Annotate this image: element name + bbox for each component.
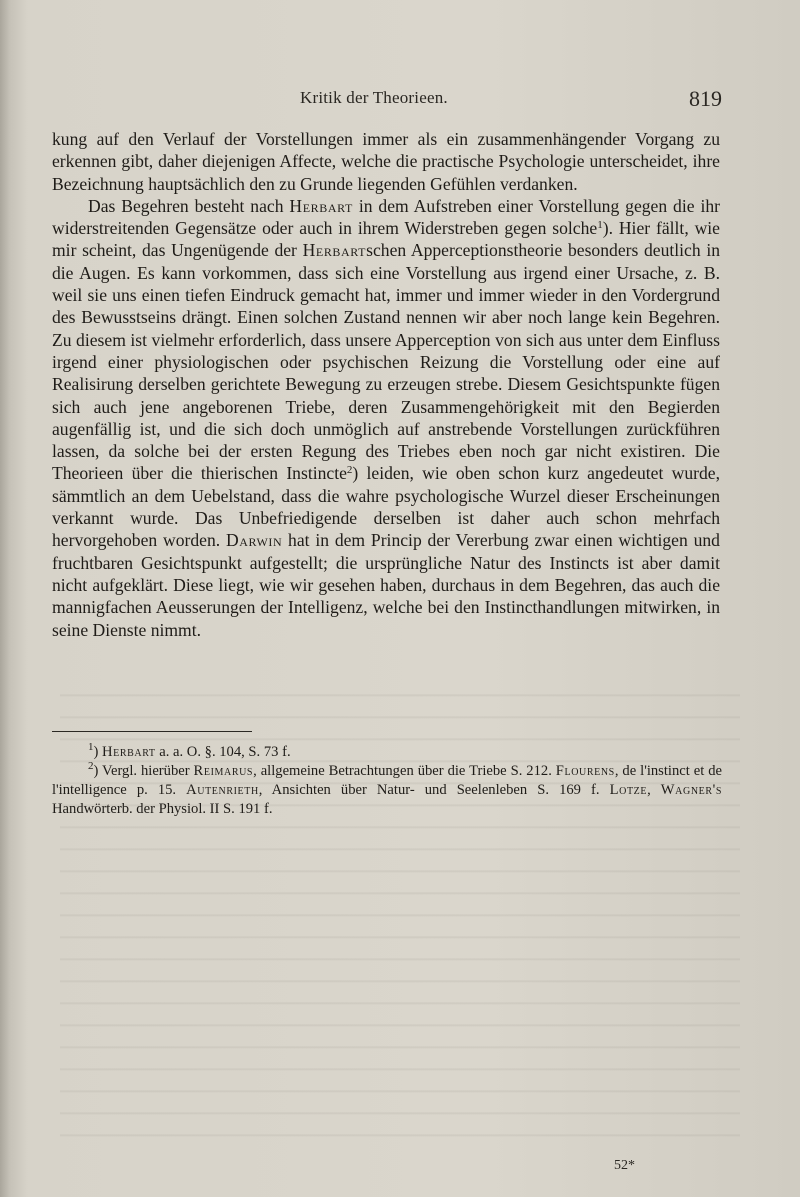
- signature-mark: 52*: [614, 1158, 635, 1173]
- author-name: Darwin: [225, 530, 283, 551]
- author-name: Lotze: [609, 782, 648, 798]
- author-name: Herbart: [102, 744, 156, 760]
- text-run: ,: [647, 782, 661, 798]
- footnote-rule: [52, 731, 252, 732]
- paragraph: [52, 128, 720, 195]
- text-run: ) Vergl. hierüber: [93, 763, 194, 779]
- text-run: Handwörterb. der Physiol. II S. 191 f.: [52, 801, 273, 817]
- footnotes: [52, 743, 722, 819]
- running-head: Kritik der Theorieen.: [300, 88, 448, 107]
- text-run: , Ansichten über Natur- und Seelenleben S. 169 f.: [258, 782, 610, 798]
- text-run: , de l'instinct et de l'intelligence p. 15.: [52, 763, 722, 798]
- text-run: schen Apperceptionstheorie besonders deutlich in die Augen. Es kann vorkommen, dass sich eine Vorstellung aus irgend einer Ursache, z. B. weil sie uns einen tiefen Eindruck gemacht hat, immer und immer wieder in den Vordergrund des Bewusstseins drängt. Einen solchen Zustand nennen wir aber noch lange kein Begehren. Zu diesem ist vielmehr erforderlich, dass unsere Apperception von sich aus unter dem Einfluss irgend einer physiologischen oder psychischen Reizung die Vorstellung oder eine auf Realisirung derselben gerichtete Bewegung zu erzeugen strebe. Diesem Gesichtspunkte fügen sich auch jene angeborenen Triebe, deren Zusammengehörigkeit mit den Begierden augenfällig ist, und die sich doch unmöglich auf anstrebende Vorstellungen zurückführen lassen, da solche bei der ersten Regung des Triebes eben noch gar nicht existiren. Die Theorieen über die thierischen Instincte: [52, 240, 721, 484]
- author-name: Autenrieth: [186, 782, 259, 798]
- footnote-marker: 1: [88, 741, 94, 753]
- text-run: ): [93, 744, 103, 760]
- footnote-marker: 1: [597, 219, 603, 232]
- author-name: Reimarus: [193, 763, 254, 779]
- text-run: hat in dem Princip der Vererbung zwar einen wichtigen und fruchtbaren Gesichtspunkt aufgestellt; die ursprüngliche Natur des Instincts ist aber damit nicht aufgeklärt. Diese liegt, wie wir gesehen haben, durchaus in dem Begehren, das auch die mannigfachen Aeusserungen der Intelligenz, welche bei den Instincthandlungen mitwirken, in seine Dienste nimmt.: [52, 530, 720, 640]
- text-run: ). Hier fällt, wie mir scheint, das Ungenügende der: [52, 218, 720, 261]
- footnote: [52, 743, 722, 762]
- footnote: [52, 762, 722, 819]
- text-run: kung auf den Verlauf der Vorstellungen immer als ein zusammenhängender Vorgang zu erkennen gibt, daher diejenigen Affecte, welche die practische Psychologie unterscheidet, ihre Bezeichnung hauptsächlich den zu Grunde liegenden Gefühlen verdanken.: [52, 129, 720, 194]
- author-name: Herbart: [289, 195, 353, 216]
- footnote-marker: 2: [88, 760, 94, 772]
- author-name: Herbart: [302, 240, 367, 261]
- page-header: [0, 86, 800, 116]
- text-run: ) leiden, wie oben schon kurz angedeutet wurde, sämmtlich an dem Uebelstand, dass die wahre psychologische Wurzel dieser Erscheinungen verkannt wurde. Das Unbefriedigende derselben ist daher auch schon mehrfach hervorgehoben worden.: [52, 463, 720, 551]
- author-name: Flourens: [555, 763, 615, 779]
- author-name: Wagner's: [660, 782, 723, 798]
- body-text: [52, 128, 720, 641]
- page-number: 819: [689, 86, 722, 111]
- text-run: Das Begehren besteht nach: [88, 195, 290, 216]
- paragraph: [52, 195, 720, 641]
- text-run: in dem Aufstreben einer Vorstellung gegen die ihr widerstreitenden Gegensätze oder auch in ihrem Widerstreben gegen solche: [52, 195, 720, 239]
- text-run: , allgemeine Betrachtungen über die Triebe S. 212.: [253, 763, 556, 779]
- text-run: a. a. O. §. 104, S. 73 f.: [155, 744, 291, 760]
- footnote-marker: 2: [346, 464, 353, 477]
